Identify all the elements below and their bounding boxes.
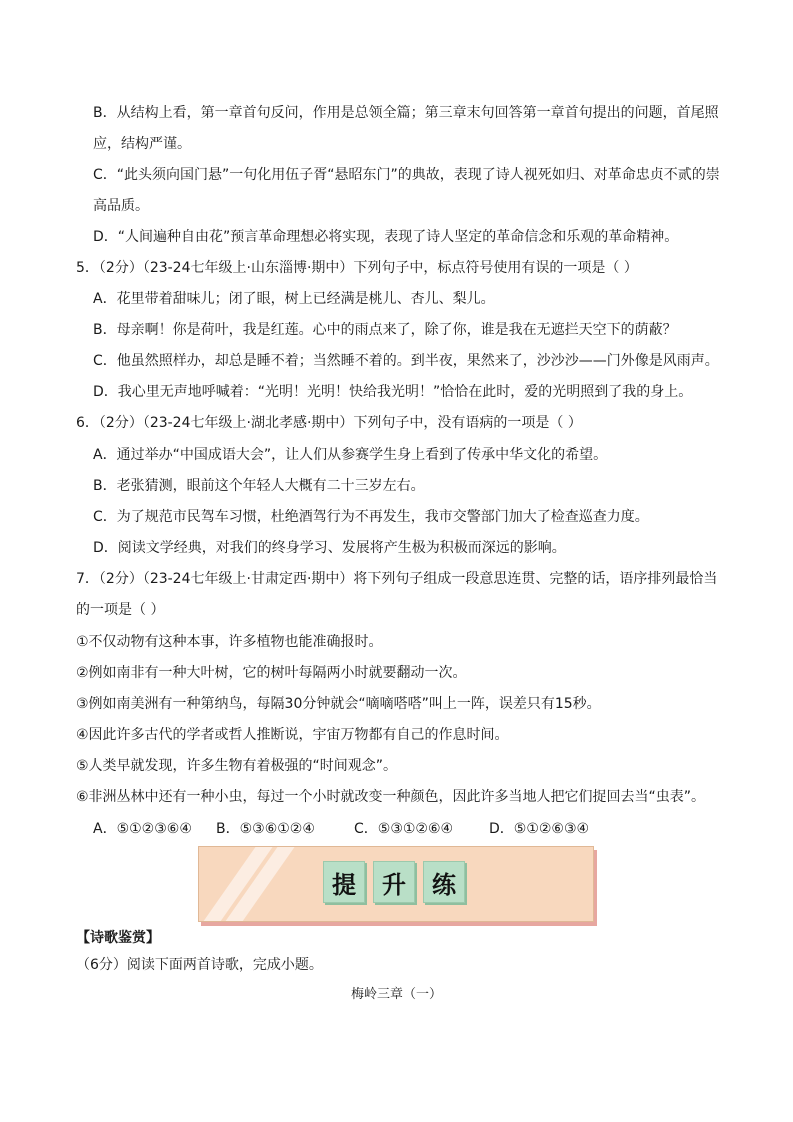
q7-option-b: B．⑤③⑥①②④ [216, 821, 315, 837]
q6-option-d: D．阅读文学经典，对我们的终身学习、发展将产生极为积极而深远的影响。 [93, 540, 566, 556]
q7-option-a: A．⑤①②③⑥④ [93, 821, 192, 837]
q7-sentence-5: ⑤人类早就发现，许多生物有着极强的“时间观念”。 [76, 758, 398, 774]
banner-char: 提 [323, 861, 365, 903]
q5-option-b: B．母亲啊！你是荷叶，我是红莲。心中的雨点来了，除了你，谁是我在无遮拦天空下的荫蔽？ [93, 322, 677, 338]
q4-option-c-line1: C．“此头须向国门悬”一句化用伍子胥“悬昭东门”的典故，表现了诗人视死如归、对革命忠贞不贰的崇 [93, 167, 720, 183]
q4-option-d: D．“人间遍种自由花”预言革命理想必将实现，表现了诗人坚定的革命信念和乐观的革命精神。 [93, 229, 679, 245]
poem-title: 梅岭三章（一） [350, 987, 442, 1002]
q7-option-c: C．⑤③①②⑥④ [354, 821, 454, 837]
q7-sentence-1: ①不仅动物有这种本事，许多植物也能准确报时。 [76, 634, 383, 650]
banner-char: 升 [373, 861, 415, 903]
q7-stem-line2: 的一项是（ ） [76, 602, 165, 618]
q6-stem: 6．（2分）（23-24七年级上·湖北孝感·期中）下列句子中，没有语病的一项是（ ） [76, 415, 582, 431]
q7-sentence-2: ②例如南非有一种大叶树，它的树叶每隔两小时就要翻动一次。 [76, 665, 467, 681]
q5-stem: 5．（2分）（23-24七年级上·山东淄博·期中）下列句子中，标点符号使用有误的一项是（ ） [76, 260, 638, 276]
q6-option-b: B．老张猜测，眼前这个年轻人大概有二十三岁左右。 [93, 478, 425, 494]
q5-option-a: A．花里带着甜味儿；闭了眼，树上已经满是桃儿、杏儿、梨儿。 [93, 291, 495, 307]
q7-sentence-6: ⑥非洲丛林中还有一种小虫，每过一个小时就改变一种颜色，因此许多当地人把它们捉回去当“虫表”。 [76, 789, 706, 805]
q4-option-c-line2: 高品质。 [93, 198, 149, 214]
section-intro: （6分）阅读下面两首诗歌，完成小题。 [76, 957, 323, 973]
practice-banner [198, 846, 594, 922]
banner-char: 练 [423, 861, 465, 903]
q4-option-b-line1: B．从结构上看，第一章首句反问，作用是总领全篇；第三章末句回答第一章首句提出的问题，首尾照 [93, 105, 719, 121]
section-heading: 【诗歌鉴赏】 [76, 930, 160, 946]
q7-sentence-3: ③例如南美洲有一种第纳鸟，每隔30分钟就会“嘀嘀嗒嗒”叫上一阵，误差只有15秒。 [76, 696, 601, 712]
q7-stem-line1: 7．（2分）（23-24七年级上·甘肃定西·期中）将下列句子组成一段意思连贯、完整的话，语序排列最恰当 [76, 571, 718, 587]
q5-option-c: C．他虽然照样办，却总是睡不着；当然睡不着的。到半夜，果然来了，沙沙沙——门外像是风雨声。 [93, 353, 719, 369]
banner-title [323, 861, 465, 903]
q7-option-d: D．⑤①②⑥③④ [489, 821, 590, 837]
q7-sentence-4: ④因此许多古代的学者或哲人推断说，宇宙万物都有自己的作息时间。 [76, 727, 509, 743]
q6-option-a: A．通过举办“中国成语大会”，让人们从参赛学生身上看到了传承中华文化的希望。 [93, 447, 608, 463]
q5-option-d: D．我心里无声地呼喊着：“光明！光明！快给我光明！”恰恰在此时，爱的光明照到了我的身上。 [93, 384, 693, 400]
q7-options [93, 819, 726, 839]
q4-option-b-line2: 应，结构严谨。 [93, 136, 191, 152]
q6-option-c: C．为了规范市民驾车习惯，杜绝酒驾行为不再发生，我市交警部门加大了检查巡查力度。 [93, 509, 649, 525]
